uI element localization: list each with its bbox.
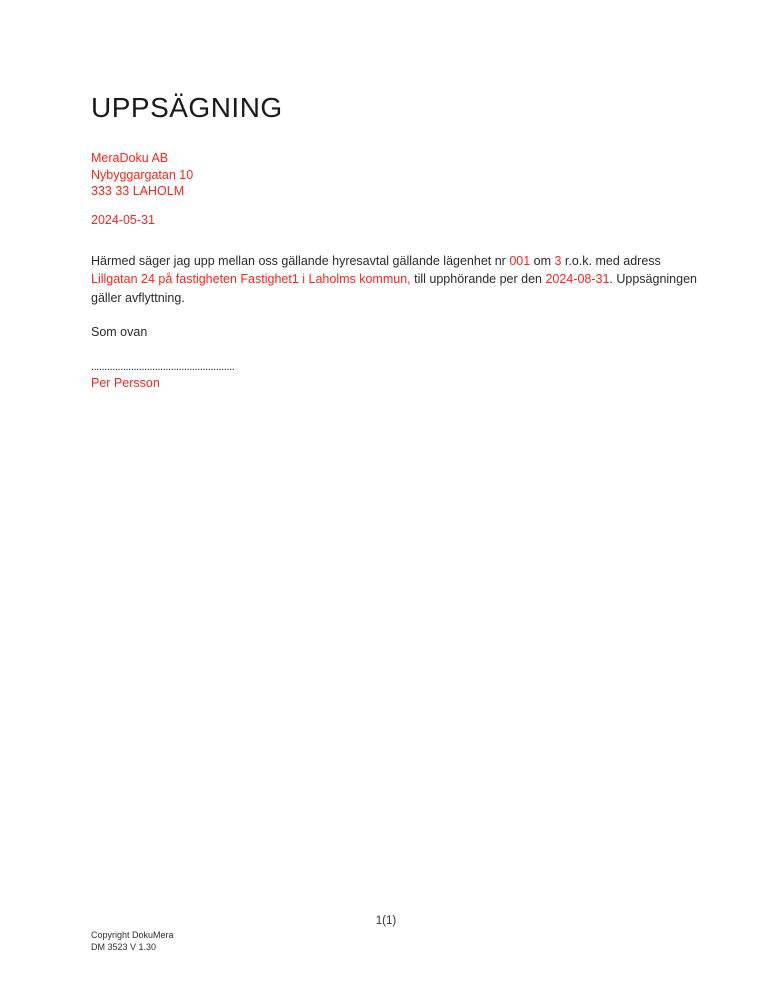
sender-street: Nybyggargatan 10 [91,167,194,182]
body-text-run: Härmed säger jag upp mellan oss gällande hyresavtal gällande lägenhet nr [91,253,510,268]
document-date: 2024-05-31 [91,212,155,227]
page-number: 1(1) [375,915,397,927]
footer-copyright: Copyright DokuMera [91,930,174,940]
sender-name: MeraDoku AB [91,151,169,165]
signature-line: ...................................................... [91,361,235,373]
sender-address-block [91,150,709,200]
field-value: 2024-08-31 [545,272,610,286]
body-text-run: r.o.k. med adress [561,253,661,268]
body-text-run: till upphörande per den [410,272,546,286]
closing-phrase: Som ovan [91,325,148,339]
document-content [91,92,709,392]
body-paragraph [91,252,706,308]
field-value: 3 [554,253,562,268]
signature-name: Per Persson [91,376,160,390]
field-value: 001 [509,253,531,268]
footer-doc-id: DM 3523 V 1.30 [91,941,157,952]
field-value: Lillgatan 24 på fastigheten Fastighet1 i Laholms kommun, [91,272,411,286]
document-title: UPPSÄGNING [91,92,283,123]
sender-postal-city: 333 33 LAHOLM [91,184,185,198]
footer-meta [91,930,174,953]
body-text-run: . Uppsägningen gäller avflyttning. [91,272,697,305]
body-text-run: om [530,253,555,268]
